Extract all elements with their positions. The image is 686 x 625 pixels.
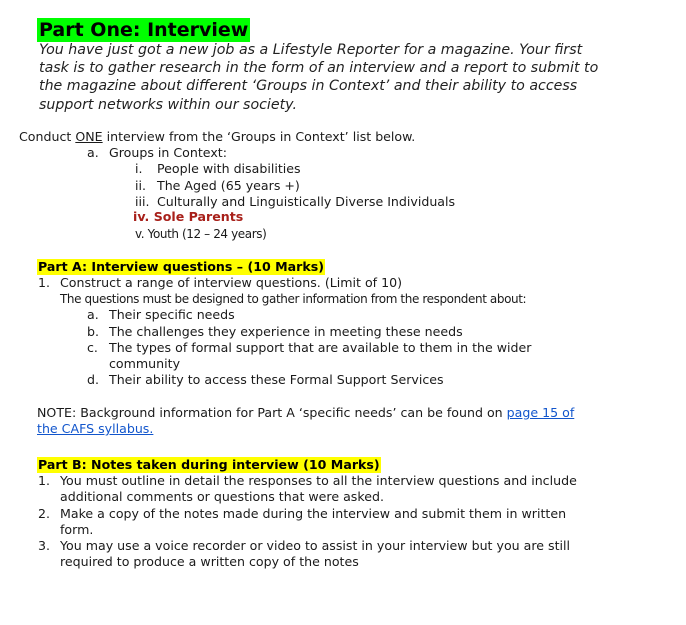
intro-line: You have just got a new job as a Lifestyle Reporter for a magazine. Your first [39, 42, 583, 58]
part-b-item: 3. You may use a voice recorder or video to assist in your interview but you are still [38, 538, 571, 553]
syllabus-link[interactable]: the CAFS syllabus. [37, 421, 154, 436]
part-a-intro: The questions must be designed to gather information from the respondent about: [60, 292, 527, 306]
part-b-item: 2. Make a copy of the notes made during the interview and submit them in written [38, 506, 567, 521]
part-a-item: a. Their specific needs [87, 307, 235, 322]
conduct-instruction: Conduct ONE interview from the ‘Groups in Context’ list below. [19, 129, 416, 144]
part-a-item: b. The challenges they experience in meeting these needs [87, 324, 463, 339]
part-a-heading: Part A: Interview questions – (10 Marks) [38, 259, 324, 274]
note: NOTE: Background information for Part A ‘specific needs’ can be found on page 15 of [37, 405, 575, 420]
part-a-item: c. The types of formal support that are available to them in the wider [87, 340, 532, 355]
group-item-highlighted: iv. Sole Parents [133, 209, 244, 224]
intro-line: the magazine about different ‘Groups in Context’ and their ability to access [39, 78, 578, 95]
group-item: iii. Culturally and Linguistically Diverse Individuals [135, 194, 456, 209]
intro-line: task is to gather research in the form of an interview and a report to submit to [39, 60, 599, 77]
part-b-item-cont: form. [60, 522, 94, 537]
group-item: ii. The Aged (65 years +) [135, 178, 300, 193]
emphasis-one: ONE [75, 129, 103, 144]
page-title: Part One: Interview [39, 19, 249, 41]
intro-paragraph [39, 41, 598, 114]
part-b-item-cont: additional comments or questions that were asked. [60, 489, 384, 504]
part-a-item-cont: community [109, 356, 181, 371]
part-b-item-cont: required to produce a written copy of the notes [60, 554, 359, 569]
syllabus-link[interactable]: page 15 of [506, 405, 575, 420]
groups-label: a. Groups in Context: [87, 145, 227, 160]
part-b-heading: Part B: Notes taken during interview (10 Marks) [38, 457, 380, 472]
group-item: i. People with disabilities [135, 161, 301, 176]
part-b-item: 1. You must outline in detail the responses to all the interview questions and include [38, 473, 577, 488]
part-a-item: d. Their ability to access these Formal Support Services [87, 372, 444, 387]
intro-line: support networks within our society. [39, 96, 297, 113]
note-cont [37, 421, 153, 437]
part-a-step: 1. Construct a range of interview questions. (Limit of 10) [38, 275, 403, 290]
group-item: v. Youth (12 – 24 years) [135, 227, 267, 241]
